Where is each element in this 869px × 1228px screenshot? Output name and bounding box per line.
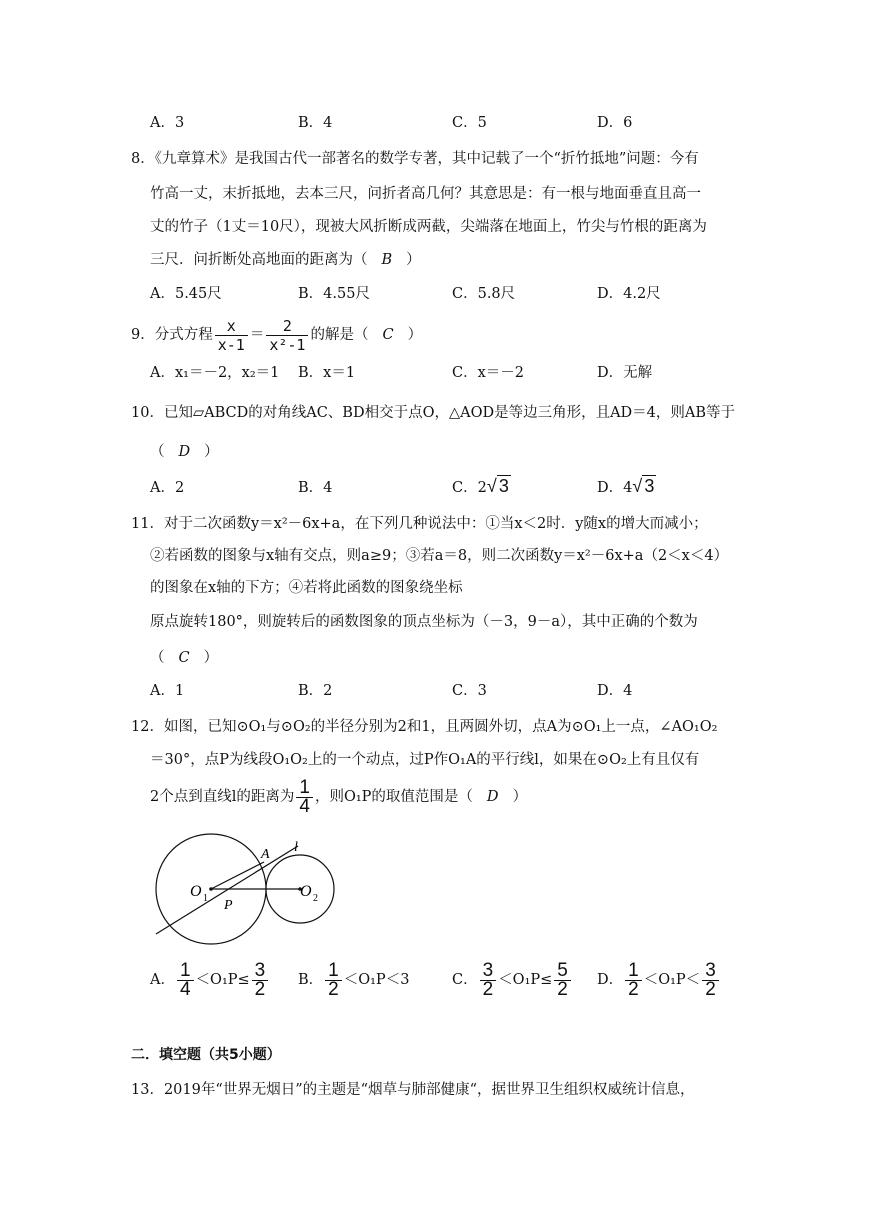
q9-frac2-numerator: 2 [266, 317, 308, 336]
q11-option-b: B．2 [298, 683, 333, 699]
q8-line-4 [150, 250, 421, 270]
frac-denominator: 2 [482, 978, 494, 1000]
label-l: l [294, 840, 298, 855]
q12-option-d-right-frac [702, 959, 719, 1000]
q9-frac1-denominator: x-1 [217, 335, 245, 354]
q8-option-a: A．5.45尺 [150, 286, 222, 302]
q12-option-a-left-frac [177, 959, 194, 1000]
q9-frac1-numerator: x [215, 317, 248, 336]
q10-option-c-sqrt [487, 476, 511, 498]
q8-option-b: B．4.55尺 [298, 286, 370, 302]
q7-option-c: C．5 [452, 115, 487, 131]
q10-line-1: 10．已知▱ABCD的对角线AC、BD相交于点O，△AOD是等边三角形，且AD＝4，则AB等于 [131, 405, 736, 421]
q9-option-b: B．x＝1 [298, 365, 356, 381]
q11-line-4: 原点旋转180°，则旋转后的函数图象的顶点坐标为（－3，9－a），其中正确的个数为 [150, 614, 698, 630]
q11-close: ） [203, 650, 219, 666]
section-heading: 二．填空题（共5小题） [131, 1047, 281, 1063]
frac-denominator: 2 [705, 978, 716, 1000]
q12-option-c [452, 958, 573, 1002]
q11-line-5 [150, 648, 218, 668]
q10-option-a: A．2 [150, 480, 185, 496]
q8-answer: B [381, 252, 393, 268]
frac-denominator: 2 [328, 978, 339, 1000]
q10-option-b: B．4 [298, 480, 333, 496]
frac-numerator: 3 [252, 962, 269, 981]
label-p: P [224, 898, 233, 913]
q8-line-3: 丈的竹子（1丈＝10尺），现被大风折断成两截，尖端落在地面上，竹尖与竹根的距离为 [150, 219, 707, 235]
frac-numerator: 1 [177, 962, 194, 981]
q10-line-2 [150, 442, 219, 462]
q8-close: ） [406, 252, 421, 268]
sqrt-icon: √ [632, 476, 643, 496]
q11-open: （ [150, 650, 165, 666]
point-o1 [209, 887, 213, 891]
frac-numerator: 3 [480, 962, 497, 981]
q8-line-2: 竹高一丈，末折抵地，去本三尺，问折者高几何？其意思是：有一根与地面垂直且高一 [150, 186, 701, 202]
q10-option-d-radicand: 3 [644, 476, 655, 496]
label-o1-sub: 1 [203, 893, 208, 904]
sqrt-icon: √ [486, 476, 497, 496]
q12-option-d-mid: ＜O₁P＜ [643, 972, 701, 988]
q12-option-d [597, 958, 721, 1002]
q9-fraction-left [215, 317, 248, 354]
q12-option-d-left-frac [625, 959, 642, 1000]
q11-option-c: C．3 [452, 683, 487, 699]
q7-option-a: A．3 [150, 115, 185, 131]
q10-option-c-prefix: C．2 [452, 480, 487, 496]
q12-option-a-mid: ＜O₁P≤ [195, 972, 250, 988]
q12-last-mid: ，则O₁P的取值范围是（ [314, 789, 473, 805]
segment-o1-a [211, 862, 264, 889]
frac-denominator: 2 [254, 978, 266, 1000]
q12-line-1: 12．如图，已知⊙O₁与⊙O₂的半径分别为2和1，且两圆外切，点A为⊙O₁上一点，∠AO₁O₂ [131, 719, 718, 735]
q12-option-a [150, 958, 270, 1002]
label-o1: O [190, 883, 202, 900]
frac-denominator: 4 [179, 978, 191, 1000]
label-a: A [261, 847, 270, 862]
q9-prefix: 9．分式方程 [131, 327, 213, 343]
q9-equals: ＝ [249, 327, 265, 343]
q12-option-c-right-frac [554, 959, 571, 1000]
q10-option-c-radicand: 3 [498, 476, 509, 496]
q12-option-b-mid: ＜O₁P＜3 [343, 972, 410, 988]
q7-option-b: B．4 [298, 115, 333, 131]
q12-option-b [298, 958, 409, 1002]
q10-close: ） [204, 444, 219, 460]
q10-open: （ [150, 444, 165, 460]
q11-option-d: D．4 [597, 683, 633, 699]
label-o2: O [300, 883, 312, 900]
q9-suffix: 的解是（ [310, 327, 369, 343]
q11-line-1: 11．对于二次函数y＝x²－6x+a，在下列几种说法中：①当x＜2时．y随x的增大而减小； [131, 516, 708, 532]
q11-line-3: 的图象在x轴的下方；④若将此函数的图象绕坐标 [150, 580, 463, 596]
q9-option-d: D．无解 [597, 365, 653, 381]
q8-option-d: D．4.2尺 [597, 286, 661, 302]
q12-option-b-label: B． [298, 972, 324, 988]
frac-denominator: 2 [557, 978, 568, 1000]
q12-option-d-label: D． [597, 972, 624, 988]
q11-line-2: ②若函数的图象与x轴有交点，则a≥9；③若a＝8，则二次函数y＝x²－6x+a（2＜x＜4） [150, 548, 729, 564]
q8-line-1: 8．《九章算术》是我国古代一部著名的数学专著，其中记载了一个“折竹抵地”问题：今有 [131, 151, 699, 167]
q8-option-c: C．5.8尺 [452, 286, 516, 302]
q12-option-a-right-frac [252, 959, 269, 1000]
q12-figure [148, 832, 368, 952]
q10-option-d-sqrt [632, 476, 656, 498]
q10-option-d-prefix: D．4 [597, 480, 633, 496]
q12-close: ） [512, 789, 528, 805]
q11-option-a: A．1 [150, 683, 185, 699]
q10-answer: D [178, 444, 191, 460]
q12-frac-denominator: 4 [299, 795, 310, 817]
line-l [156, 846, 298, 934]
frac-denominator: 2 [628, 978, 639, 1000]
q10-option-d [597, 476, 656, 498]
q12-fraction [296, 776, 313, 817]
q12-option-c-label: C． [452, 972, 478, 988]
q9-close: ） [407, 327, 423, 343]
q12-answer: D [486, 789, 499, 805]
q7-option-d: D．6 [597, 115, 633, 131]
frac-numerator: 1 [325, 962, 342, 981]
q9-line [131, 312, 422, 358]
q12-line-2: ＝30°，点P为线段O₁O₂上的一个动点，过P作O₁A的平行线l，如果在⊙O₂上有且仅有 [150, 752, 700, 768]
q12-frac-numerator: 1 [296, 779, 313, 798]
q9-answer: C [382, 327, 394, 343]
q12-option-a-label: A． [150, 972, 175, 988]
frac-numerator: 3 [702, 962, 719, 981]
q9-fraction-right [266, 317, 308, 354]
label-o2-sub: 2 [313, 893, 318, 904]
q9-option-a: A．x₁＝－2，x₂＝1 [150, 365, 280, 381]
frac-numerator: 5 [554, 962, 571, 981]
q9-frac2-denominator: x²-1 [269, 335, 306, 354]
frac-numerator: 1 [625, 962, 642, 981]
q12-last-prefix: 2个点到直线l的距离为 [150, 789, 295, 805]
q13-line-1: 13．2019年“世界无烟日”的主题是“烟草与肺部健康“，据世界卫生组织权威统计信息， [131, 1082, 695, 1098]
q12-line-3 [150, 776, 527, 818]
q11-answer: C [178, 650, 190, 666]
q12-option-c-mid: ＜O₁P≤ [498, 972, 553, 988]
q12-option-b-left-frac [325, 959, 342, 1000]
q9-option-c: C．x＝－2 [452, 365, 524, 381]
q12-option-c-left-frac [480, 959, 497, 1000]
q10-option-c [452, 476, 511, 498]
q8-last-text: 三尺．问折断处高地面的距离为（ [150, 252, 368, 268]
